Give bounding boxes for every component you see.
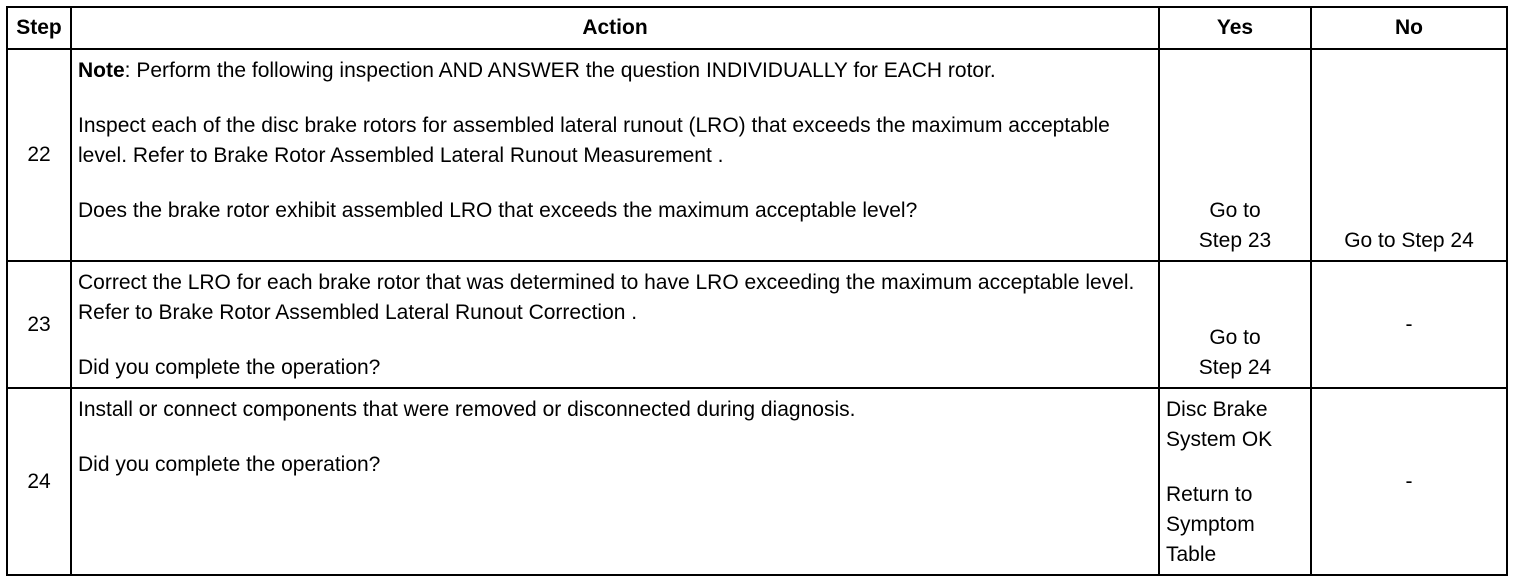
header-yes: Yes — [1159, 7, 1311, 49]
step-number: 23 — [7, 261, 71, 388]
note-paragraph — [78, 56, 1152, 86]
action-instruction: Correct the LRO for each brake rotor that was determined to have LRO exceeding the maximum acceptable level. Refer to Brake Rotor Assembled Lateral Runout Correction . — [78, 271, 1135, 324]
header-step: Step — [7, 7, 71, 49]
header-row — [7, 7, 1507, 49]
yes-result: Disc Brake System OK — [1166, 398, 1273, 451]
action-question: Did you complete the operation? — [78, 453, 381, 476]
step-number: 24 — [7, 388, 71, 575]
action-instruction: Inspect each of the disc brake rotors for assembled lateral runout (LRO) that exceeds the maximum acceptable level. Refer to Brake Rotor Assembled Lateral Runout Measurement . — [78, 114, 1110, 167]
note-text: : Perform the following inspection AND ANSWER the question INDIVIDUALLY for EACH rotor. — [124, 59, 996, 82]
yes-cell — [1159, 388, 1311, 575]
table-row — [7, 261, 1507, 388]
action-cell — [71, 388, 1159, 575]
yes-link-step: Step 23 — [1198, 229, 1272, 252]
header-no: No — [1311, 7, 1507, 49]
note-label: Note — [78, 59, 125, 82]
no-cell: - — [1311, 388, 1507, 575]
action-cell — [71, 261, 1159, 388]
yes-cell — [1159, 261, 1311, 388]
header-action: Action — [71, 7, 1159, 49]
yes-link-text: Go to — [1209, 199, 1261, 222]
yes-next-action: Return to Symptom Table — [1166, 483, 1255, 566]
yes-cell — [1159, 49, 1311, 261]
no-cell: Go to Step 24 — [1311, 49, 1507, 261]
table-row — [7, 49, 1507, 261]
diagnostic-table — [6, 6, 1508, 576]
yes-link-step: Step 24 — [1198, 356, 1272, 379]
action-question: Did you complete the operation? — [78, 356, 381, 379]
action-instruction: Install or connect components that were removed or disconnected during diagnosis. — [78, 398, 856, 421]
action-question: Does the brake rotor exhibit assembled LRO that exceeds the maximum acceptable level? — [78, 199, 918, 222]
no-cell: - — [1311, 261, 1507, 388]
table-row — [7, 388, 1507, 575]
yes-link-text: Go to — [1209, 326, 1261, 349]
action-cell — [71, 49, 1159, 261]
step-number: 22 — [7, 49, 71, 261]
